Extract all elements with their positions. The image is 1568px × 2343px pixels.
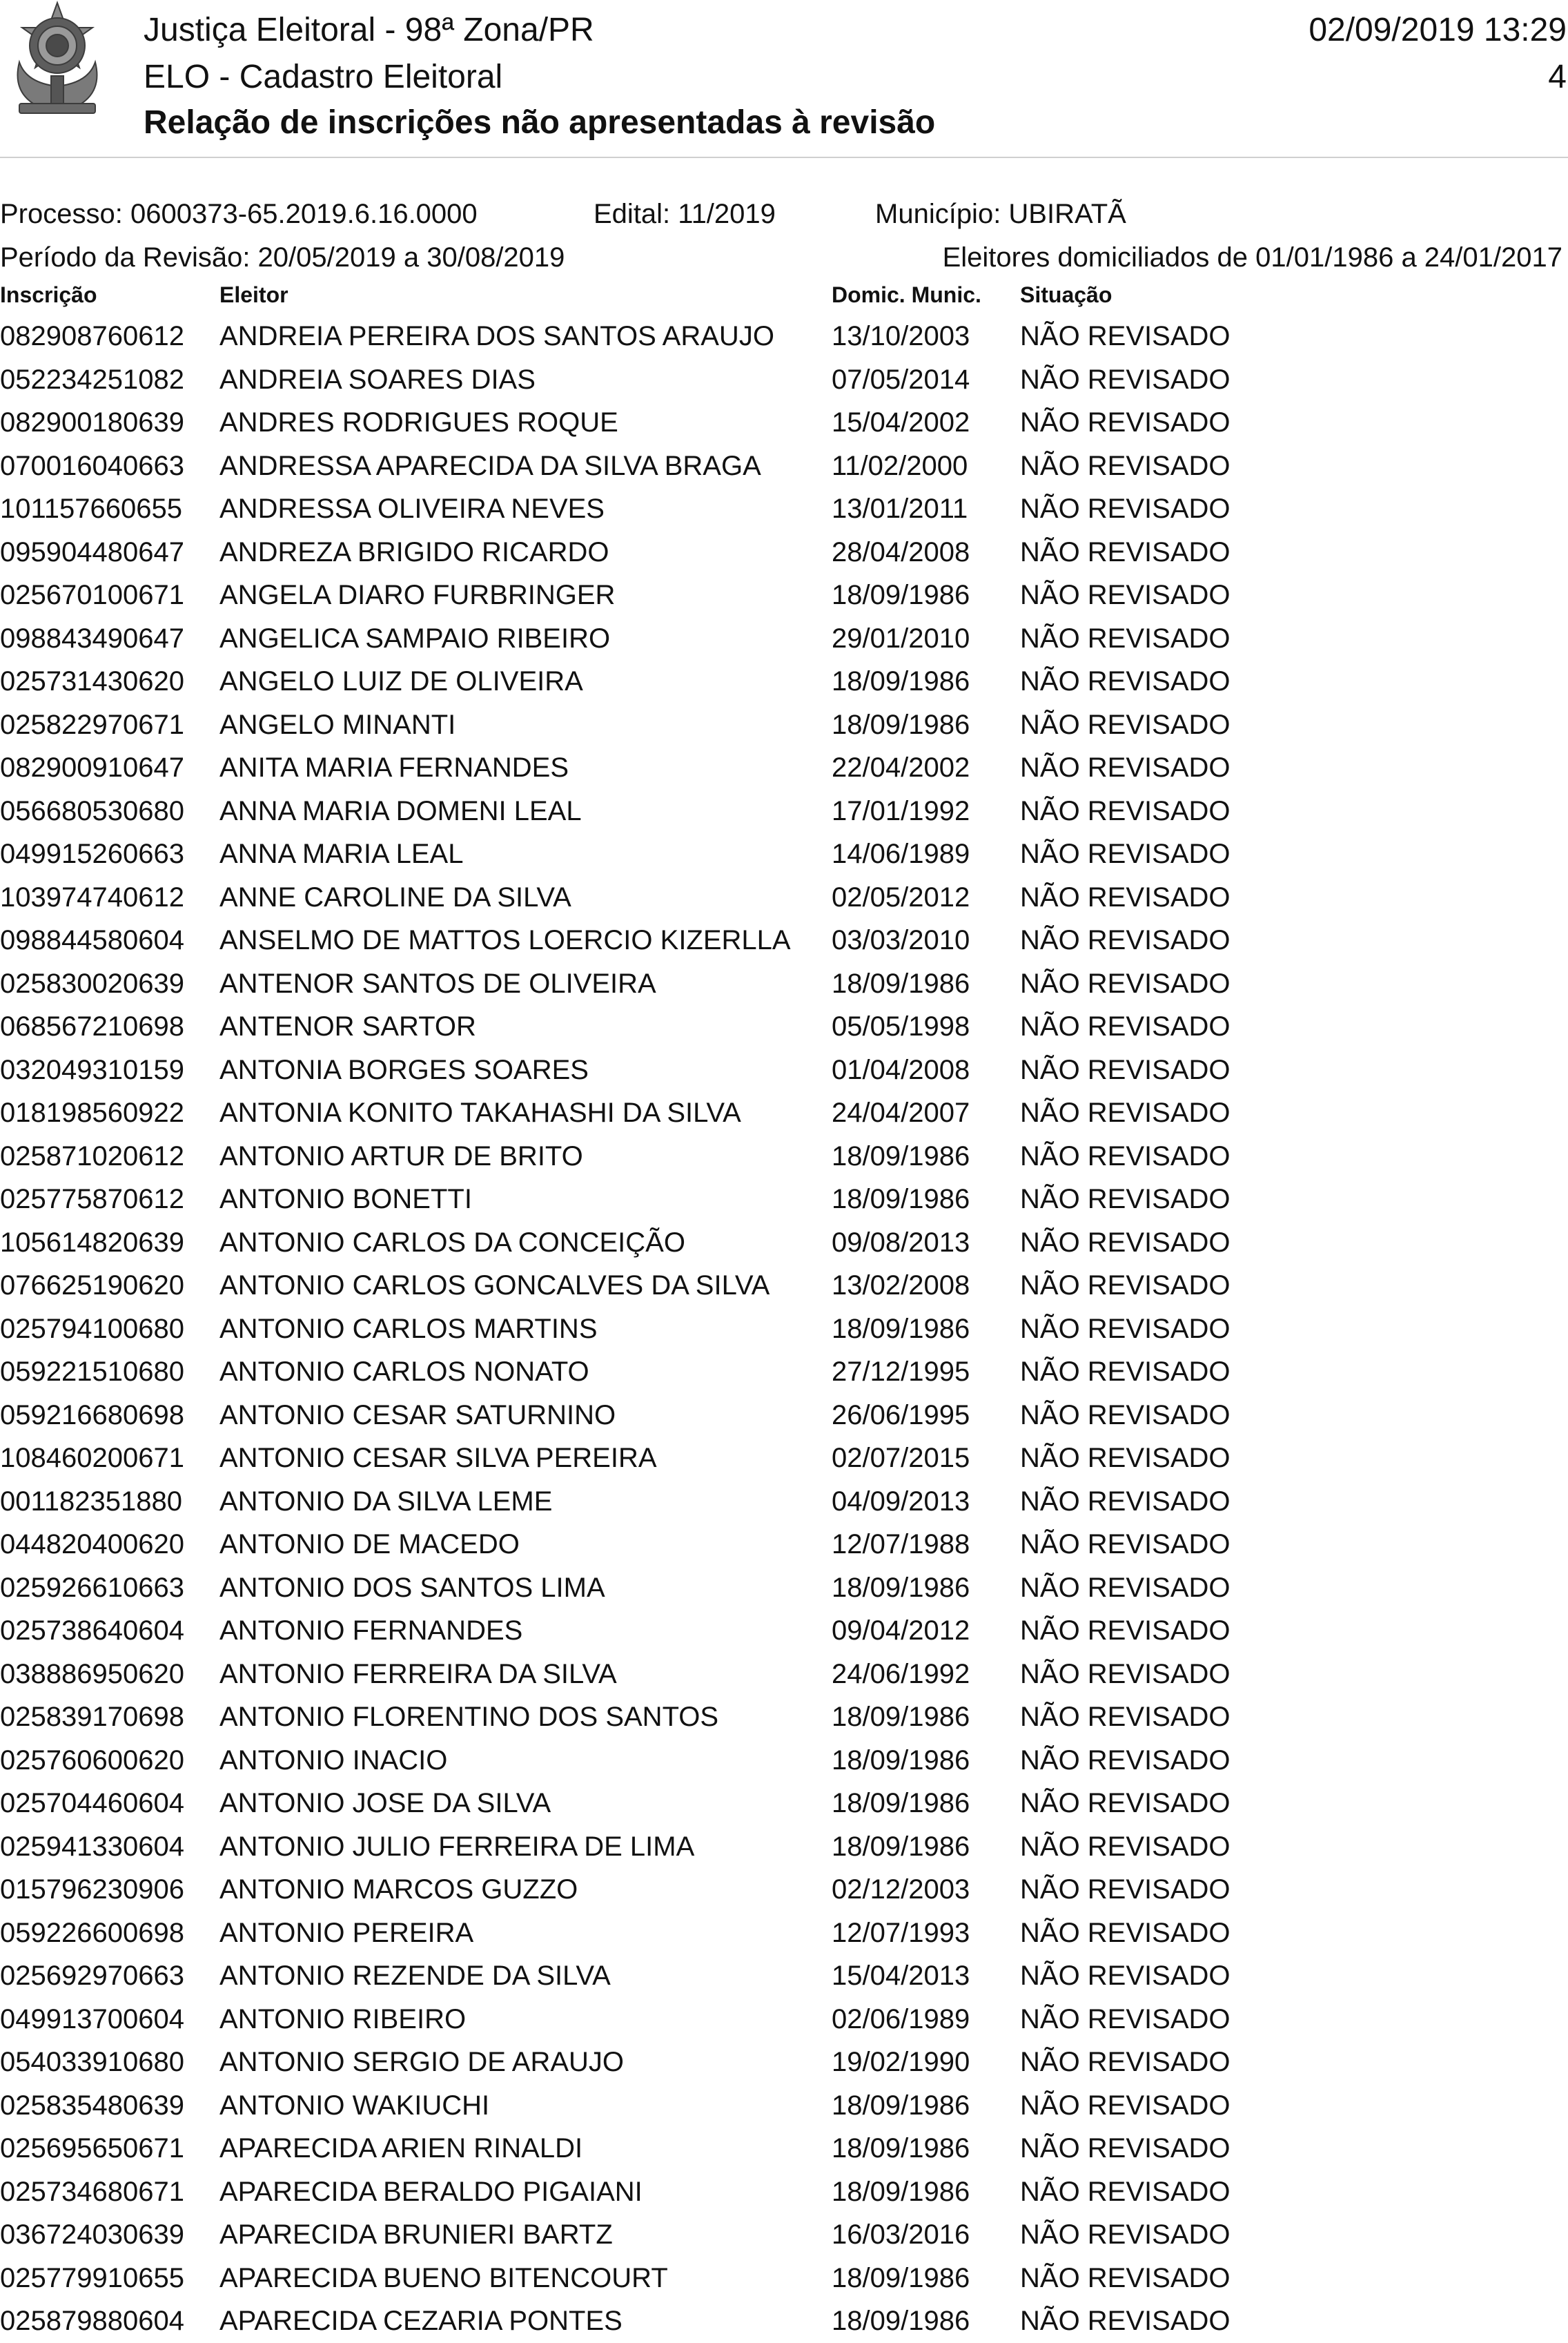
table-row — [0, 833, 1568, 876]
domicilio-date-cell: 18/09/1986 — [832, 1313, 970, 1344]
domicilio-date-cell: 16/03/2016 — [832, 2219, 970, 2250]
inscricao-cell: 049915260663 — [0, 839, 184, 869]
table-row — [0, 2257, 1568, 2300]
domicilio-date-cell: 02/06/1989 — [832, 2003, 970, 2034]
situacao-cell: NÃO REVISADO — [1020, 1140, 1231, 1172]
domicilio-date-cell: 02/07/2015 — [832, 1443, 970, 1473]
eleitor-cell: ANTONIA BORGES SOARES — [219, 1054, 589, 1085]
domicilio-date-cell: 12/07/1993 — [832, 1917, 970, 1948]
eleitor-cell: ANTONIO RIBEIRO — [219, 2003, 467, 2034]
eleitor-cell: ANTENOR SARTOR — [219, 1011, 476, 1042]
inscricao-cell: 025835480639 — [0, 2090, 184, 2121]
inscricao-cell: 025794100680 — [0, 1313, 184, 1344]
inscricao-cell: 082900180639 — [0, 407, 184, 438]
table-row — [0, 1394, 1568, 1437]
table-row — [0, 1653, 1568, 1696]
eleitor-cell: ANGELO LUIZ DE OLIVEIRA — [219, 666, 583, 697]
situacao-cell: NÃO REVISADO — [1020, 882, 1231, 913]
inscricao-cell: 082908760612 — [0, 321, 184, 351]
eleitor-cell: ANTONIO REZENDE DA SILVA — [219, 1961, 611, 1991]
situacao-cell: NÃO REVISADO — [1020, 925, 1231, 955]
table-row — [0, 660, 1568, 703]
table-row — [0, 703, 1568, 747]
inscricao-cell: 054033910680 — [0, 2047, 184, 2077]
table-row — [0, 1135, 1568, 1178]
domicilio-date-cell: 18/09/1986 — [832, 2306, 970, 2336]
domicilio-date-cell: 18/09/1986 — [832, 2133, 970, 2164]
domicilio-date-cell: 15/04/2002 — [832, 407, 970, 438]
situacao-cell: NÃO REVISADO — [1020, 1831, 1231, 1862]
table-row — [0, 962, 1568, 1006]
inscricao-cell: 025839170698 — [0, 1702, 184, 1732]
table-row — [0, 2041, 1568, 2084]
report-header — [0, 0, 1568, 160]
table-row — [0, 1739, 1568, 1782]
situacao-cell: NÃO REVISADO — [1020, 1917, 1231, 1948]
eleitor-cell: ANDREIA PEREIRA DOS SANTOS ARAUJO — [219, 321, 774, 351]
table-row — [0, 617, 1568, 661]
eleitor-cell: ANGELO MINANTI — [219, 709, 456, 740]
column-header-eleitor: Eleitor — [219, 282, 288, 307]
column-header-situacao: Situação — [1020, 282, 1113, 307]
table-row — [0, 1523, 1568, 1566]
eleitor-cell: ANITA MARIA FERNANDES — [219, 752, 569, 783]
situacao-cell: NÃO REVISADO — [1020, 666, 1231, 697]
domicilio-date-cell: 18/09/1986 — [832, 2176, 970, 2207]
inscricao-cell: 025871020612 — [0, 1140, 184, 1172]
situacao-cell: NÃO REVISADO — [1020, 2219, 1231, 2250]
domicilio-date-cell: 03/03/2010 — [832, 925, 970, 955]
domicilio-date-cell: 18/09/1986 — [832, 1831, 970, 1862]
situacao-cell: NÃO REVISADO — [1020, 364, 1231, 395]
domicilio-date-cell: 18/09/1986 — [832, 580, 970, 610]
inscricao-cell: 025941330604 — [0, 1831, 184, 1862]
situacao-cell: NÃO REVISADO — [1020, 1529, 1231, 1559]
domicilio-date-cell: 18/09/1986 — [832, 1184, 970, 1214]
eleitor-cell: ANGELICA SAMPAIO RIBEIRO — [219, 623, 611, 654]
system-name: ELO - Cadastro Eleitoral — [144, 59, 503, 95]
eleitor-cell: APARECIDA CEZARIA PONTES — [219, 2306, 623, 2336]
eleitor-cell: ANTONIO CARLOS GONCALVES DA SILVA — [219, 1270, 770, 1301]
inscricao-cell: 095904480647 — [0, 536, 184, 567]
domicilio-date-cell: 27/12/1995 — [832, 1357, 970, 1387]
eleitor-cell: ANTONIO CARLOS DA CONCEIÇÃO — [219, 1227, 685, 1258]
situacao-cell: NÃO REVISADO — [1020, 1744, 1231, 1776]
eleitor-cell: ANGELA DIARO FURBRINGER — [219, 580, 616, 610]
inscricao-cell: 052234251082 — [0, 364, 184, 395]
situacao-cell: NÃO REVISADO — [1020, 1615, 1231, 1646]
situacao-cell: NÃO REVISADO — [1020, 2306, 1231, 2336]
domicilio-date-cell: 05/05/1998 — [832, 1011, 970, 1042]
column-header-domic-munic: Domic. Munic. — [832, 282, 981, 307]
eleitor-cell: ANDRES RODRIGUES ROQUE — [219, 407, 618, 438]
inscricao-cell: 025695650671 — [0, 2133, 184, 2164]
situacao-cell: NÃO REVISADO — [1020, 2090, 1231, 2121]
situacao-cell: NÃO REVISADO — [1020, 1313, 1231, 1344]
table-row — [0, 1437, 1568, 1480]
domicilio-date-cell: 13/02/2008 — [832, 1270, 970, 1301]
inscricao-cell: 068567210698 — [0, 1011, 184, 1042]
inscricao-cell: 101157660655 — [0, 494, 182, 524]
domicilio-date-cell: 18/09/1986 — [832, 968, 970, 999]
table-row — [0, 1695, 1568, 1739]
situacao-cell: NÃO REVISADO — [1020, 1270, 1231, 1301]
table-row — [0, 919, 1568, 962]
table-row — [0, 746, 1568, 790]
inscricao-cell: 070016040663 — [0, 450, 184, 481]
table-row — [0, 1912, 1568, 1955]
domicilio-date-cell: 04/09/2013 — [832, 1486, 970, 1517]
table-row — [0, 1868, 1568, 1912]
domicilio-date-cell: 19/02/1990 — [832, 2047, 970, 2077]
domicilio-date-cell: 02/12/2003 — [832, 1874, 970, 1905]
situacao-cell: NÃO REVISADO — [1020, 2176, 1231, 2207]
eleitor-cell: ANNA MARIA LEAL — [219, 839, 464, 869]
table-row — [0, 1264, 1568, 1307]
situacao-cell: NÃO REVISADO — [1020, 839, 1231, 869]
domicilio-date-cell: 28/04/2008 — [832, 536, 970, 567]
inscricao-cell: 025779910655 — [0, 2262, 184, 2293]
situacao-cell: NÃO REVISADO — [1020, 2003, 1231, 2034]
situacao-cell: NÃO REVISADO — [1020, 321, 1231, 351]
domicilio-date-cell: 18/09/1986 — [832, 1572, 970, 1603]
table-row — [0, 1005, 1568, 1049]
situacao-cell: NÃO REVISADO — [1020, 1399, 1231, 1430]
table-row — [0, 574, 1568, 617]
situacao-cell: NÃO REVISADO — [1020, 1702, 1231, 1732]
domicilio-date-cell: 12/07/1988 — [832, 1529, 970, 1559]
inscricao-cell: 082900910647 — [0, 752, 184, 783]
inscricao-cell: 044820400620 — [0, 1529, 184, 1559]
situacao-cell: NÃO REVISADO — [1020, 1961, 1231, 1991]
situacao-cell: NÃO REVISADO — [1020, 1098, 1231, 1128]
revision-period: Período da Revisão: 20/05/2019 a 30/08/2019 — [0, 242, 565, 273]
table-row — [0, 315, 1568, 358]
inscricao-cell: 032049310159 — [0, 1054, 184, 1085]
table-row — [0, 358, 1568, 402]
inscricao-cell: 059216680698 — [0, 1399, 184, 1430]
table-row — [0, 1954, 1568, 1998]
eleitor-cell: ANTONIO ARTUR DE BRITO — [219, 1140, 583, 1172]
inscricao-cell: 098843490647 — [0, 623, 184, 654]
inscricao-cell: 025731430620 — [0, 666, 184, 697]
eleitor-cell: ANNA MARIA DOMENI LEAL — [219, 795, 582, 826]
inscricao-cell: 001182351880 — [0, 1486, 182, 1517]
domicilio-date-cell: 01/04/2008 — [832, 1054, 970, 1085]
eleitor-cell: ANTONIO FERREIRA DA SILVA — [219, 1658, 617, 1689]
eleitor-cell: ANTENOR SANTOS DE OLIVEIRA — [219, 968, 656, 999]
inscricao-cell: 049913700604 — [0, 2003, 184, 2034]
situacao-cell: NÃO REVISADO — [1020, 2133, 1231, 2164]
table-row — [0, 1178, 1568, 1221]
table-row — [0, 1566, 1568, 1610]
domicilio-date-cell: 18/09/1986 — [832, 1140, 970, 1172]
domicilio-date-cell: 18/09/1986 — [832, 666, 970, 697]
domicilio-date-cell: 18/09/1986 — [832, 709, 970, 740]
inscricao-cell: 025692970663 — [0, 1961, 184, 1991]
table-row — [0, 1825, 1568, 1869]
table-header — [0, 278, 1568, 312]
table-row — [0, 445, 1568, 488]
eleitor-cell: ANSELMO DE MATTOS LOERCIO KIZERLLA — [219, 925, 791, 955]
domicilio-date-cell: 29/01/2010 — [832, 623, 970, 654]
domicilio-date-cell: 24/06/1992 — [832, 1658, 970, 1689]
inscricao-cell: 038886950620 — [0, 1658, 184, 1689]
situacao-cell: NÃO REVISADO — [1020, 1443, 1231, 1473]
inscricao-cell: 108460200671 — [0, 1443, 184, 1473]
situacao-cell: NÃO REVISADO — [1020, 407, 1231, 438]
situacao-cell: NÃO REVISADO — [1020, 1357, 1231, 1387]
eleitor-cell: ANTONIO CESAR SILVA PEREIRA — [219, 1443, 657, 1473]
inscricao-cell: 018198560922 — [0, 1098, 184, 1128]
table-row — [0, 401, 1568, 445]
domicilio-date-cell: 15/04/2013 — [832, 1961, 970, 1991]
inscricao-cell: 036724030639 — [0, 2219, 184, 2250]
eleitor-cell: ANTONIA KONITO TAKAHASHI DA SILVA — [219, 1098, 741, 1128]
domicilio-date-cell: 26/06/1995 — [832, 1399, 970, 1430]
table-row — [0, 487, 1568, 531]
situacao-cell: NÃO REVISADO — [1020, 1874, 1231, 1905]
inscricao-cell: 025734680671 — [0, 2176, 184, 2207]
eleitor-cell: ANTONIO WAKIUCHI — [219, 2090, 490, 2121]
inscricao-cell: 025704460604 — [0, 1788, 184, 1818]
situacao-cell: NÃO REVISADO — [1020, 494, 1231, 524]
domicilio-date-cell: 22/04/2002 — [832, 752, 970, 783]
voter-table-body — [0, 315, 1568, 2343]
inscricao-cell: 076625190620 — [0, 1270, 184, 1301]
eleitor-cell: ANNE CAROLINE DA SILVA — [219, 882, 571, 913]
eleitor-cell: ANTONIO SERGIO DE ARAUJO — [219, 2047, 625, 2077]
domicilio-date-cell: 17/01/1992 — [832, 795, 970, 826]
situacao-cell: NÃO REVISADO — [1020, 1658, 1231, 1689]
eleitor-cell: ANDRESSA OLIVEIRA NEVES — [219, 494, 605, 524]
situacao-cell: NÃO REVISADO — [1020, 1184, 1231, 1214]
inscricao-cell: 025879880604 — [0, 2306, 184, 2336]
eleitor-cell: ANTONIO DOS SANTOS LIMA — [219, 1572, 605, 1603]
inscricao-cell: 103974740612 — [0, 882, 184, 913]
table-row — [0, 790, 1568, 833]
court-name: Justiça Eleitoral - 98ª Zona/PR — [144, 12, 594, 48]
domicilio-date-cell: 13/01/2011 — [832, 494, 968, 524]
inscricao-cell: 015796230906 — [0, 1874, 184, 1905]
brazil-coat-of-arms-icon — [6, 0, 109, 117]
edital-number: Edital: 11/2019 — [594, 199, 776, 229]
eleitor-cell: APARECIDA ARIEN RINALDI — [219, 2133, 583, 2164]
domicilio-date-cell: 18/09/1986 — [832, 1788, 970, 1818]
inscricao-cell: 025760600620 — [0, 1744, 184, 1776]
table-row — [0, 1782, 1568, 1825]
eleitor-cell: ANTONIO CARLOS MARTINS — [219, 1313, 598, 1344]
report-datetime: 02/09/2019 13:29 — [1309, 12, 1567, 48]
inscricao-cell: 025738640604 — [0, 1615, 184, 1646]
inscricao-cell: 025926610663 — [0, 1572, 184, 1603]
inscricao-cell: 105614820639 — [0, 1227, 184, 1258]
table-row — [0, 1221, 1568, 1265]
domicilio-date-cell: 09/04/2012 — [832, 1615, 970, 1646]
domicilio-date-cell: 18/09/1986 — [832, 2262, 970, 2293]
eleitor-cell: ANDREIA SOARES DIAS — [219, 364, 536, 395]
inscricao-cell: 098844580604 — [0, 925, 184, 955]
domicilio-date-cell: 02/05/2012 — [832, 882, 970, 913]
domicilio-date-cell: 09/08/2013 — [832, 1227, 970, 1258]
situacao-cell: NÃO REVISADO — [1020, 1788, 1231, 1818]
situacao-cell: NÃO REVISADO — [1020, 1227, 1231, 1258]
situacao-cell: NÃO REVISADO — [1020, 1011, 1231, 1042]
domicilio-date-cell: 18/09/1986 — [832, 1744, 970, 1776]
eleitor-cell: ANTONIO JULIO FERREIRA DE LIMA — [219, 1831, 695, 1862]
situacao-cell: NÃO REVISADO — [1020, 450, 1231, 481]
table-row — [0, 1091, 1568, 1135]
table-row — [0, 876, 1568, 920]
eleitor-cell: ANTONIO FLORENTINO DOS SANTOS — [219, 1702, 719, 1732]
domicilio-date-cell: 24/04/2007 — [832, 1098, 970, 1128]
table-row — [0, 1609, 1568, 1653]
situacao-cell: NÃO REVISADO — [1020, 623, 1231, 654]
table-row — [0, 531, 1568, 574]
eleitor-cell: ANTONIO CARLOS NONATO — [219, 1357, 589, 1387]
processo-number: Processo: 0600373-65.2019.6.16.0000 — [0, 199, 478, 229]
domicilio-date-cell: 07/05/2014 — [832, 364, 970, 395]
eleitor-cell: ANTONIO FERNANDES — [219, 1615, 523, 1646]
situacao-cell: NÃO REVISADO — [1020, 2047, 1231, 2077]
report-title: Relação de inscrições não apresentadas à revisão — [144, 104, 936, 141]
inscricao-cell: 025830020639 — [0, 968, 184, 999]
eleitor-cell: ANTONIO DA SILVA LEME — [219, 1486, 553, 1517]
situacao-cell: NÃO REVISADO — [1020, 580, 1231, 610]
domicilio-date-cell: 13/10/2003 — [832, 321, 970, 351]
situacao-cell: NÃO REVISADO — [1020, 968, 1231, 999]
eleitor-cell: ANDREZA BRIGIDO RICARDO — [219, 536, 609, 567]
column-header-inscricao: Inscrição — [0, 282, 97, 307]
situacao-cell: NÃO REVISADO — [1020, 795, 1231, 826]
table-row — [0, 1480, 1568, 1524]
inscricao-cell: 059226600698 — [0, 1917, 184, 1948]
header-divider — [0, 157, 1568, 158]
eleitor-cell: ANTONIO INACIO — [219, 1744, 448, 1776]
domicilio-date-cell: 18/09/1986 — [832, 2090, 970, 2121]
eleitor-cell: APARECIDA BRUNIERI BARTZ — [219, 2219, 613, 2250]
eleitor-cell: ANTONIO BONETTI — [219, 1184, 472, 1214]
table-row — [0, 1307, 1568, 1351]
table-row — [0, 2213, 1568, 2257]
inscricao-cell: 025670100671 — [0, 580, 184, 610]
table-row — [0, 1998, 1568, 2041]
inscricao-cell: 056680530680 — [0, 795, 184, 826]
domicile-range: Eleitores domiciliados de 01/01/1986 a 24/01/2017 — [942, 242, 1562, 273]
inscricao-cell: 025822970671 — [0, 709, 184, 740]
situacao-cell: NÃO REVISADO — [1020, 1486, 1231, 1517]
eleitor-cell: ANTONIO CESAR SATURNINO — [219, 1399, 616, 1430]
situacao-cell: NÃO REVISADO — [1020, 1054, 1231, 1085]
eleitor-cell: ANTONIO PEREIRA — [219, 1917, 474, 1948]
situacao-cell: NÃO REVISADO — [1020, 536, 1231, 567]
table-row — [0, 2084, 1568, 2128]
eleitor-cell: ANTONIO JOSE DA SILVA — [219, 1788, 551, 1818]
table-row — [0, 2300, 1568, 2343]
domicilio-date-cell: 14/06/1989 — [832, 839, 970, 869]
eleitor-cell: ANTONIO MARCOS GUZZO — [219, 1874, 578, 1905]
inscricao-cell: 059221510680 — [0, 1357, 184, 1387]
situacao-cell: NÃO REVISADO — [1020, 2262, 1231, 2293]
situacao-cell: NÃO REVISADO — [1020, 752, 1231, 783]
inscricao-cell: 025775870612 — [0, 1184, 184, 1214]
eleitor-cell: APARECIDA BUENO BITENCOURT — [219, 2262, 668, 2293]
eleitor-cell: ANTONIO DE MACEDO — [219, 1529, 520, 1559]
table-row — [0, 1049, 1568, 1092]
situacao-cell: NÃO REVISADO — [1020, 1572, 1231, 1603]
table-row — [0, 1350, 1568, 1394]
domicilio-date-cell: 18/09/1986 — [832, 1702, 970, 1732]
domicilio-date-cell: 11/02/2000 — [832, 450, 968, 481]
situacao-cell: NÃO REVISADO — [1020, 709, 1231, 740]
table-row — [0, 2170, 1568, 2214]
table-row — [0, 2127, 1568, 2170]
eleitor-cell: APARECIDA BERALDO PIGAIANI — [219, 2176, 643, 2207]
municipio-name: Município: UBIRATÃ — [875, 199, 1126, 229]
page-number: 4 — [1548, 59, 1567, 95]
eleitor-cell: ANDRESSA APARECIDA DA SILVA BRAGA — [219, 450, 761, 481]
